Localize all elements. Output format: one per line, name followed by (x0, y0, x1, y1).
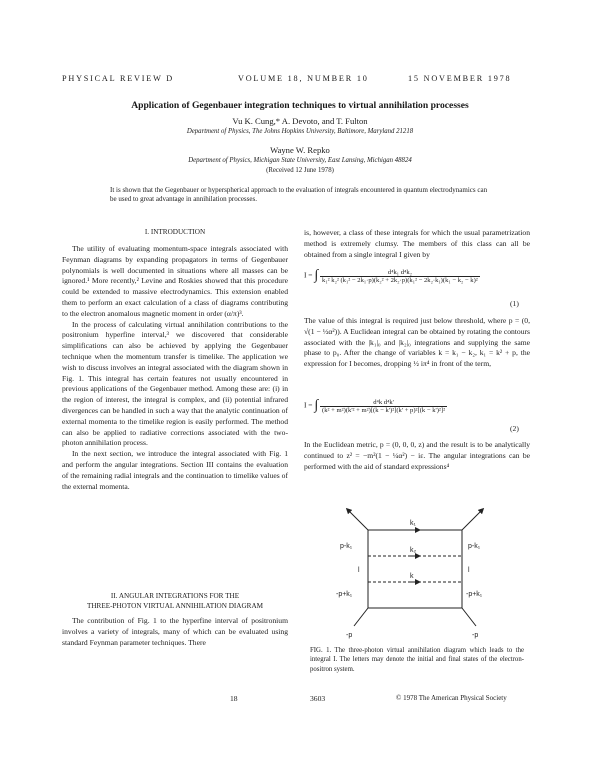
equation-1-denominator: k₁² k₂² (k₁² − 2k₁·p)(k₂² + 2k₂·p)(k₁² − 2k₂·k₁)(k₁ − k₂ − k)² (322, 276, 478, 284)
journal-name: PHYSICAL REVIEW D (62, 74, 175, 83)
right-paragraph-1: is, however, a class of these integrals for which the usual parametrization method is extremely clumsy. The members of this class can all be obtained from a single integral I given by (304, 228, 530, 259)
right-column-lower (304, 440, 530, 472)
external-leg-top-left (348, 510, 368, 530)
left-column (62, 244, 288, 492)
external-leg-top-right (462, 510, 482, 530)
page-number: 3603 (310, 694, 326, 703)
affiliation-2: Department of Physics, Michigan State University, East Lansing, Michigan 48824 (188, 157, 412, 164)
feynman-diagram (326, 500, 506, 640)
equation-2-denominator: (k² + m²)(k'² + m²)[(k − k')²](k' + p)²[(k − k')²]² (322, 406, 446, 414)
integral-sign: ∫ (314, 268, 319, 283)
authors-line-2: Wayne W. Repko (270, 145, 330, 155)
label-p-bottom-right: -p (472, 632, 479, 639)
label-p-k1-left: p-k₁ (340, 543, 353, 550)
equation-1-number: (1) (510, 299, 519, 308)
right-column-top (304, 228, 530, 260)
section-2-title (62, 592, 288, 611)
intro-paragraph-3: In the next section, we introduce the integral associated with Fig. 1 and perform the angular integrations. Section III contains the evaluation of the remaining radial integrals and the continuation to timelike values of the external momenta. (62, 449, 288, 491)
equation-2-number: (2) (510, 424, 519, 433)
external-leg-bottom-right (462, 608, 476, 626)
paper-title: Application of Gegenbauer integration techniques to virtual annihilation processes (131, 100, 469, 111)
label-k: k (410, 573, 414, 580)
right-column-middle (304, 316, 530, 370)
page-label: 18 (230, 694, 238, 703)
equation-1 (304, 268, 530, 284)
section-1-title: I. INTRODUCTION (144, 228, 206, 236)
label-neg-p-k1-right: -p+k₁ (466, 591, 483, 598)
section-2-paragraph-1: The contribution of Fig. 1 to the hyperfine interval of positronium involves a variety of integrals, many of which can be evaluated using standard Feynman parameter techniques. There (62, 616, 288, 647)
equation-2-lhs: I = (304, 400, 313, 410)
label-l-left: l (358, 567, 360, 574)
label-neg-p-k1-left: -p+k₁ (336, 591, 353, 598)
equation-2-fraction (320, 399, 447, 414)
intro-paragraph-2: In the process of calculating virtual annihilation contributions to the positronium hyperfine interval,³ we discovered that considerable simplifications can also be achieved by applying the Gegenbauer technique when the momentum transfer is timelike. The application we wish to discuss involves an integral associated with the diagram shown in Fig. 1. This integral has certain features not usually encountered in previous applications of the Gegenbauer method. Among these are: (i) in the region of interest, the integral is complex, and (ii) potential infrared divergences can be handled in such a way that the analytic continuation of external momenta to the timelike region is easily performed. The method can also be applied to radiative corrections associated with the two-photon annihilation process. (62, 319, 288, 448)
equation-2 (304, 398, 530, 414)
right-paragraph-3: In the Euclidean metric, p = (0, 0, 0, z) and the result is to be analytically continued to z² = −m²(1 − ¼α²) − iε. The angular integrations can be performed with the aid of standard expressions⁴ (304, 440, 530, 471)
equation-2-numerator: d⁴k d⁴k' (320, 399, 447, 407)
issue-date: 15 NOVEMBER 1978 (408, 74, 512, 83)
external-leg-bottom-left (354, 608, 368, 626)
equation-1-lhs: I = (304, 270, 313, 280)
label-p-bottom-left: -p (346, 632, 353, 639)
authors-line-1: Vu K. Cung,* A. Devoto, and T. Fulton (232, 116, 368, 126)
affiliation-1: Department of Physics, The Johns Hopkins University, Baltimore, Maryland 21218 (186, 128, 414, 135)
copyright: © 1978 The American Physical Society (396, 694, 507, 702)
label-k1: k₁ (410, 520, 416, 527)
right-paragraph-2: The value of this integral is required just below threshold, where p = (0, √(1 − ½α²)). A Euclidean integral can be obtained by rotating the contours associated with the |k₁|₀ and |k₂|₀ integrations and supplying the same phase to p₀. After the change of variables k = k₁ − k₂, k₁ = k² + p, the expression for I becomes, dropping ½ iπ⁴ in front of the term, (304, 316, 530, 369)
label-l-right: l (468, 567, 470, 574)
abstract: It is shown that the Gegenbauer or hyperspherical approach to the evaluation of integrals encountered in quantum electrodynamics can be used to great advantage in annihilation processes. (110, 186, 488, 203)
integral-sign: ∫ (314, 398, 319, 413)
label-p-k1-right: p-k₁ (468, 543, 481, 550)
figure-caption: FIG. 1. The three-photon virtual annihilation diagram which leads to the integral I. The letters may denote the initial and final states of the electron-positron system. (310, 647, 524, 673)
section-2-title-line-2: THREE-PHOTON VIRTUAL ANNIHILATION DIAGRAM (86, 601, 264, 610)
equation-1-fraction (320, 269, 480, 284)
intro-paragraph-1: The utility of evaluating momentum-space integrals associated with Feynman diagrams by expanding propagators in terms of Gegenbauer polynomials is well documented in situations where all masses can be ignored.¹ More recently,² Levine and Roskies showed that this procedure could be extended to massive electrodynamics. This extension enabled them to perform an exact calculation of a class of diagrams contributing to the electron anomalous magnetic moment in order (α/π)³. (62, 244, 288, 318)
equation-1-numerator: d⁴k₁ d⁴k₂ (320, 269, 480, 277)
volume-number: VOLUME 18, NUMBER 10 (238, 74, 369, 83)
label-k2: k₂ (410, 547, 417, 554)
section-2-title-line-1: II. ANGULAR INTEGRATIONS FOR THE (110, 592, 240, 600)
received-date: (Received 12 June 1978) (266, 167, 334, 174)
section-2-text (62, 616, 288, 648)
